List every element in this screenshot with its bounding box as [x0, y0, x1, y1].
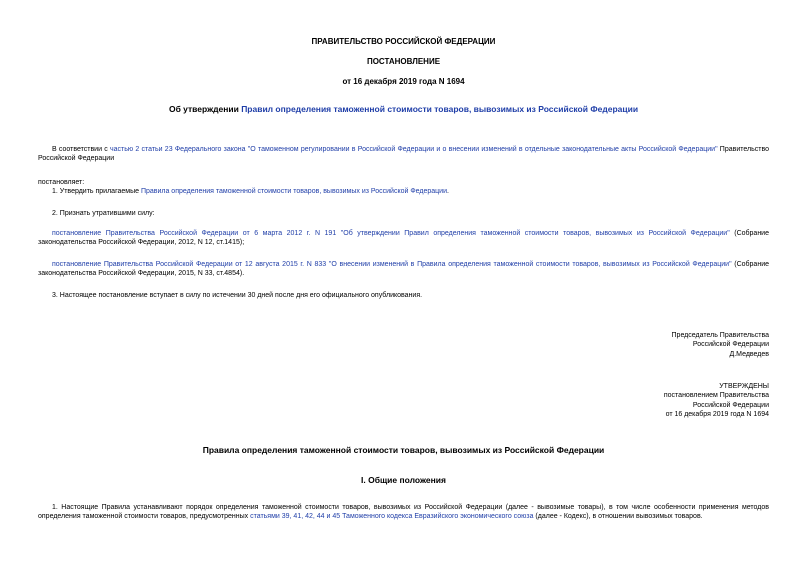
rules-link[interactable]: Правила определения таможенной стоимости товаров, вывозимых из Российской Федерации [140, 188, 447, 195]
repealed-act-1-link[interactable]: постановление Правительства Российской Федерации от 6 марта 2012 г. N 191 "Об утверждении Правил определения таможенной стоимости товаров, вывозимых из Российской Федерации" [52, 230, 730, 237]
item-1-prefix: 1. Утвердить прилагаемые [52, 188, 141, 195]
approval-line-1: УТВЕРЖДЕНЫ [719, 383, 769, 390]
rules-title: Правила определения таможенной стоимости товаров, вывозимых из Российской Федерации [202, 445, 605, 455]
federal-law-link[interactable]: частью 2 статьи 23 Федерального закона "О таможенном регулировании в Российской Федерации и о внесении изменений в отдельные законодательные акты Российской Федерации" [109, 146, 718, 153]
repealed-act-2-link[interactable]: постановление Правительства Российской Федерации от 12 августа 2015 г. N 833 "О внесении изменений в Правила определения таможенной стоимости товаров, вывозимых из Российской Федерации" [52, 261, 732, 268]
section-1-title: I. Общие положения [361, 475, 446, 485]
signature-line-1: Председатель Правительства [671, 332, 769, 339]
approval-block [469, 382, 769, 420]
title-prefix: Об утверждении [168, 104, 242, 114]
item-1-suffix: . [447, 188, 449, 195]
repealed-act-2-suffix: (Собрание законодательства Российской Федерации, 2015, N 33, ст.4854). [38, 261, 769, 278]
intro-prefix: В соответствии с [52, 146, 110, 153]
government-heading: ПРАВИТЕЛЬСТВО РОССИЙСКОЙ ФЕДЕРАЦИИ [311, 37, 496, 46]
date-number: от 16 декабря 2019 года N 1694 [342, 77, 465, 86]
rules-p1-text-1: 1. Настоящие Правила устанавливают порядок определения таможенной стоимости товаров, вывозимых из Российской Федерации (далее - вывозимые товары), в том числе особенности применения методов определения таможенной стоимости товаров, предусмотренных [38, 504, 769, 521]
signature-line-3: Д.Медведев [729, 350, 769, 358]
approval-line-3: Российской Федерации [692, 401, 769, 409]
rules-paragraph-1 [38, 503, 769, 522]
decides-text: постановляет: [38, 179, 85, 186]
intro-paragraph [38, 145, 769, 164]
customs-code-link[interactable]: статьями 39, 41, 42, 44 и 45 Таможенного кодекса Евразийского экономического союза [250, 513, 534, 521]
document-title [0, 104, 807, 115]
rules-p1-text-2: (далее - Кодекс), в отношении вывозимых товаров. [533, 513, 703, 521]
title-link[interactable]: Правил определения таможенной стоимости товаров, вывозимых из Российской Федерации [241, 104, 639, 114]
approval-line-2: постановлением Правительства [663, 392, 769, 400]
approval-line-4: от 16 декабря 2019 года N 1694 [665, 411, 769, 419]
signature-block [469, 331, 769, 359]
item-3: 3. Настоящее постановление вступает в силу по истечении 30 дней после дня его официального опубликования. [52, 292, 423, 299]
item-2: 2. Признать утратившими силу: [52, 210, 155, 217]
signature-line-2: Российской Федерации [692, 341, 769, 349]
repealed-act-2 [38, 260, 769, 279]
item-1 [38, 187, 769, 196]
repealed-act-1 [38, 229, 769, 248]
repealed-act-1-suffix: (Собрание законодательства Российской Федерации, 2012, N 12, ст.1415); [38, 230, 769, 247]
intro-suffix: Правительство Российской Федерации [38, 146, 769, 163]
doc-type-heading: ПОСТАНОВЛЕНИЕ [366, 57, 441, 66]
